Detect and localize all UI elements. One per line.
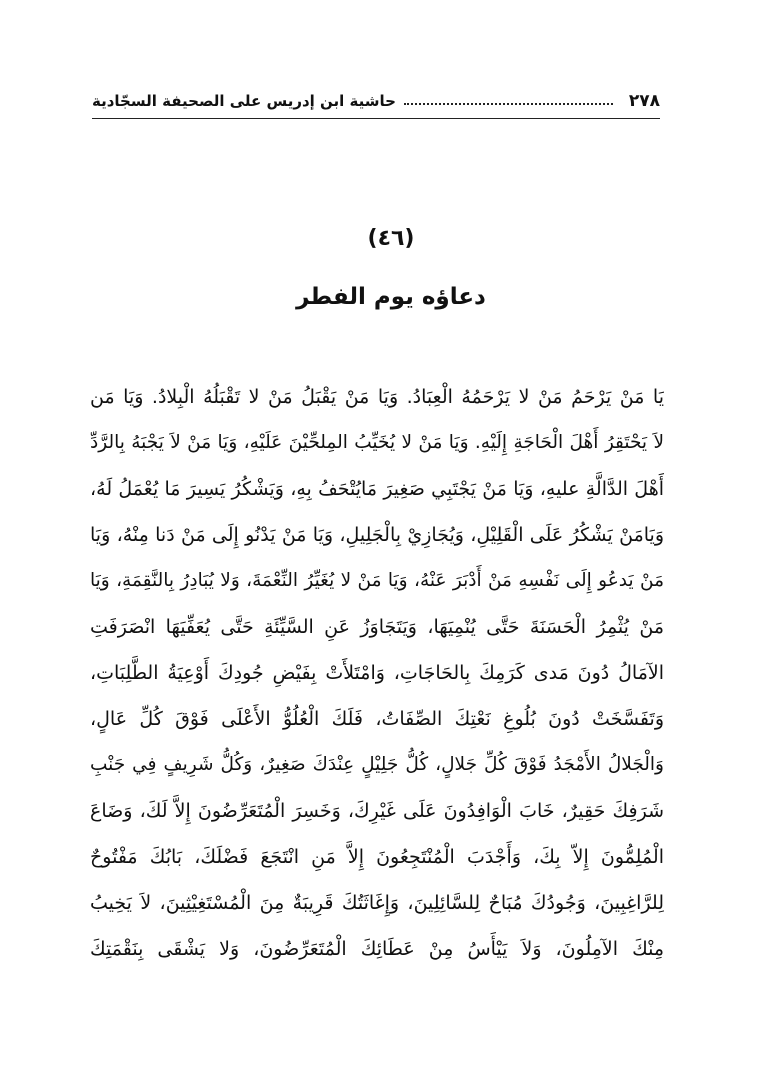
text-line: الْمُلِمُّونَ إِلاّ بِكَ، وَأَجْدَبَ الْمُنْتَجِعُونَ إِلاَّ مَنِ انْتَجَعَ فَضْلَكَ، بَابُكَ مَفْتُوحٌ — [90, 846, 664, 868]
page-number: ٢٧٨ — [628, 91, 660, 111]
text-line: وَتَفَسَّخَتْ دُونَ بُلُوغِ نَعْتِكَ الصِّفَاتُ، فَلَكَ الْعُلُوُّ الأَعْلَى فَوْقَ كُلِّ عَالٍ، — [90, 708, 664, 730]
text-line: أَهْلَ الدَّالَّةِ عليهِ، وَيَا مَنْ يَجْتَبِي صَغِيرَ مَايُتْحَفُ بِهِ، وَيَشْكُرُ يَسِيرَ مَا يُعْمَلُ لَهُ، — [90, 478, 664, 500]
text-line: شَرَفِكَ حَقِيرٌ، خَابَ الْوَافِدُونَ عَلَى غَيْرِكَ، وَخَسِرَ الْمُتَعَرِّضُونَ إِلاَّ لَكَ، وَضَاعَ — [90, 800, 664, 822]
text-line: يَا مَنْ يَرْحَمُ مَنْ لا يَرْحَمُهُ الْعِبَادُ. وَيَا مَنْ يَقْبَلُ مَنْ لا تَقْبَلُهُ الْبِلادُ. وَيَا مَن — [90, 386, 664, 408]
text-line: لاَ يَحْتَقِرُ أَهْلَ الْحَاجَةِ إِلَيْهِ. وَيَا مَنْ لا يُخَيِّبُ المِلحِّيْنَ عَلَيْهِ، وَيَا مَنْ لاَ يَجْبَهُ بِالرَّدِّ — [90, 432, 664, 453]
text-line: مَنْ يُثْمِرُ الْحَسَنَةَ حَتَّى يُنْمِيَهَا، وَيَتَجَاوَزُ عَنِ السَّيِّئَةِ حَتَّى يُعَفِّيَهَا انْصَرَفَتِ — [90, 616, 664, 638]
text-line: وَالْجَلالُ الأَمْجَدُ فَوْقَ كُلِّ جَلالٍ، كُلُّ جَلِيْلٍ عِنْدَكَ صَغِيرٌ، وَكُلُّ شَرِيفٍ فِي جَنْبِ — [90, 754, 664, 775]
header-rule — [92, 118, 660, 119]
text-line: وَيَامَنْ يَشْكُرُ عَلَى الْقَلِيْلِ، وَيُجَازِيْ بِالْجَلِيلِ، وَيَا مَنْ يَدْنُو إِلَى مَنْ دَنا مِنْهُ، وَيَا — [90, 524, 664, 546]
text-line: لِلرَّاغِبِينَ، وَجُودُكَ مُبَاحٌ لِلسَّائِلِينَ، وَإِغَاثَتُكَ قَرِيبَةٌ مِنَ الْمُسْتَغِيْثِينَ، لاَ يَخِيبُ — [90, 892, 664, 914]
text-line: مَنْ يَدعُو إِلَى نَفْسِهِ مَنْ أَدْبَرَ عَنْهُ، وَيَا مَنْ لا يُغَيِّرُ النِّعْمَةَ، وَلا يُبَادِرُ بِالنَّقِمَةِ، وَيَا — [90, 570, 664, 591]
running-header — [92, 86, 660, 116]
section-title: دعاؤه يوم الفطر — [296, 284, 486, 310]
dotted-leader — [404, 103, 613, 105]
body-text — [90, 374, 664, 972]
text-line: مِنْكَ الآمِلُونَ، وَلاَ يَيْأَسُ مِنْ عَطَائِكَ الْمُتَعَرِّضُونَ، وَلا يَشْقَى بِنَقْمَتِكَ — [90, 938, 664, 960]
section-number: (٤٦) — [367, 226, 415, 251]
text-line: الآمَالُ دُونَ مَدى كَرَمِكَ بِالحَاجَاتِ، وَامْتَلأَتْ بِفَيْضِ جُودِكَ أَوْعِيَةُ الطَّلِبَاتِ، — [90, 662, 664, 684]
book-title: حاشية ابن إدريس على الصحيفة السجّادية — [92, 92, 396, 110]
